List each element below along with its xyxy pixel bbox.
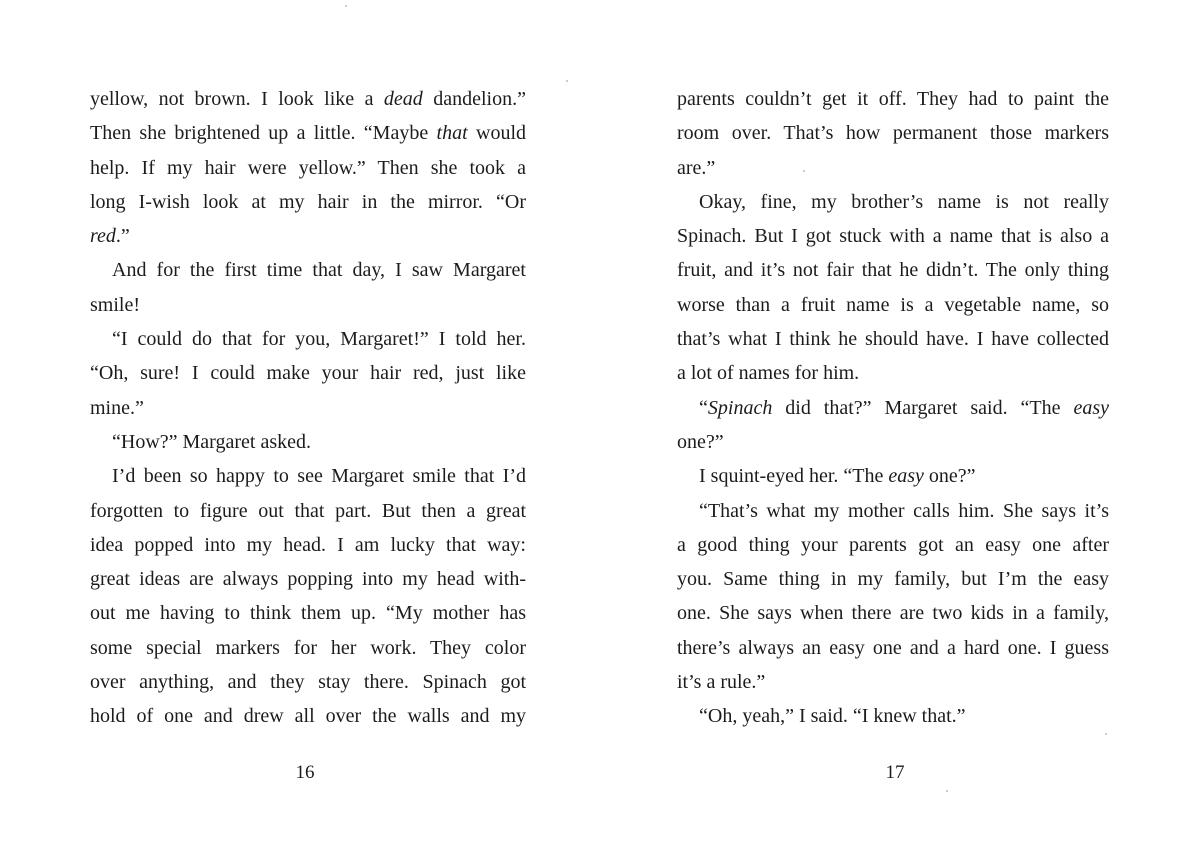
text-line: great ideas are always popping into my head with- [90,568,526,591]
text-line: out me having to think them up. “My mother has [90,602,526,625]
right-page [677,82,1109,734]
text-line: help. If my hair were yellow.” Then she took a [90,156,526,179]
text-line: smile! [90,293,140,316]
page-number-right: 17 [885,762,905,783]
page-number-left: 16 [295,762,315,783]
text-line: a lot of names for him. [677,362,860,385]
text-line: one?” [677,430,724,453]
left-page [90,82,526,734]
text-line: yellow, not brown. I look like a dead dandelion.” [90,88,526,110]
text-line: long I-wish look at my hair in the mirror. “Or [90,190,526,213]
text-line: room over. That’s how permanent those markers [677,122,1109,145]
text-line: forgotten to figure out that part. But then a great [90,499,526,522]
text-line: one. She says when there are two kids in a family, [677,602,1109,625]
text-line: there’s always an easy one and a hard one. I guess [677,636,1109,659]
text-line: are.” [677,156,716,179]
paper-speck [1105,733,1107,735]
text-line: it’s a rule.” [677,671,766,694]
text-line: red.” [90,225,130,248]
paper-speck [946,790,948,792]
text-line: worse than a fruit name is a vegetable name, so [677,293,1109,316]
text-line: “How?” Margaret asked. [112,430,311,453]
text-line: fruit, and it’s not fair that he didn’t. The only thing [677,259,1109,282]
text-line: Okay, fine, my brother’s name is not really [699,190,1109,213]
text-line: idea popped into my head. I am lucky that way: [90,533,526,556]
text-line: some special markers for her work. They color [90,636,526,659]
paper-speck [345,5,347,7]
text-line: that’s what I think he should have. I have collected [677,328,1109,351]
paper-speck [566,80,568,82]
text-line: mine.” [90,396,144,419]
text-line: “That’s what my mother calls him. She says it’s [699,499,1109,522]
text-line: parents couldn’t get it off. They had to paint the [677,88,1109,110]
text-line: “I could do that for you, Margaret!” I told her. [112,328,526,351]
text-line: a good thing your parents got an easy one after [677,533,1109,556]
text-line: Spinach. But I got stuck with a name that is also a [677,225,1109,248]
text-line: And for the first time that day, I saw Margaret [112,259,526,282]
text-line: “Spinach did that?” Margaret said. “The easy [699,396,1109,419]
text-line: “Oh, yeah,” I said. “I knew that.” [699,705,966,728]
paper-speck [803,170,805,172]
text-line: I squint-eyed her. “The easy one?” [699,465,976,488]
text-line: “Oh, sure! I could make your hair red, just like [90,362,526,385]
text-line: I’d been so happy to see Margaret smile that I’d [112,465,526,488]
text-line: hold of one and drew all over the walls and my [90,705,526,728]
text-line: you. Same thing in my family, but I’m the easy [677,568,1109,591]
text-line: Then she brightened up a little. “Maybe that would [90,122,527,145]
text-line: over anything, and they stay there. Spinach got [90,671,526,694]
